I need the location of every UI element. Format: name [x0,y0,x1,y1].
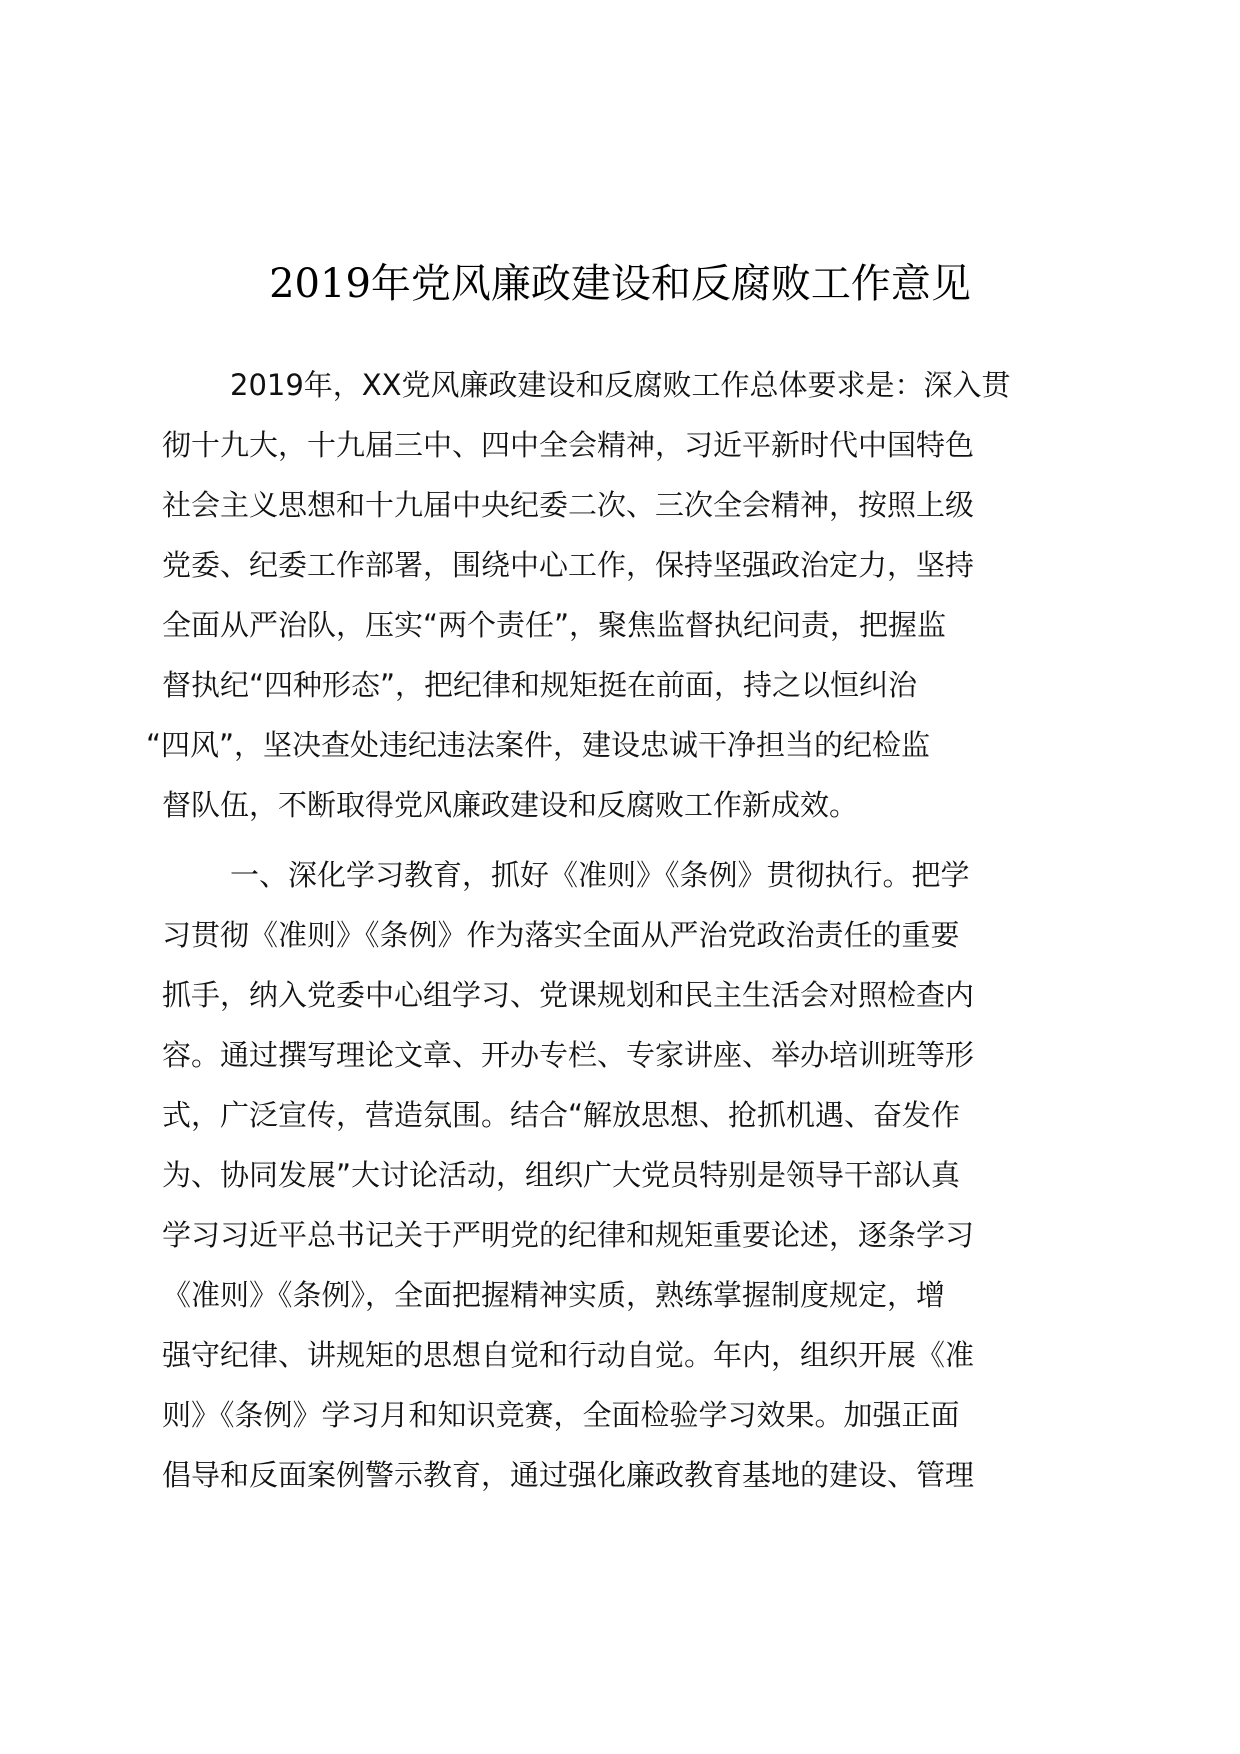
text-line: 党委、纪委工作部署，围绕中心工作，保持坚强政治定力，坚持 [162,548,975,582]
text-line: 一、深化学习教育，抓好《准则》《条例》贯彻执行。把学 [230,858,970,892]
text-line: 倡导和反面案例警示教育，通过强化廉政教育基地的建设、管理 [162,1458,975,1492]
text-line: 《准则》《条例》，全面把握精神实质，熟练掌握制度规定，增 [162,1278,946,1312]
text-line: 全面从严治队，压实“两个责任”，聚焦监督执纪问责，把握监 [162,608,947,642]
text-line: 督队伍，不断取得党风廉政建设和反腐败工作新成效。 [162,788,859,822]
text-line: 为、协同发展”大讨论活动，组织广大党员特别是领导干部认真 [162,1158,961,1192]
text-line: “四风”，坚决查处违纪违法案件，建设忠诚干净担当的纪检监 [146,728,931,762]
document-title: 2019年党风廉政建设和反腐败工作意见 [269,261,971,307]
text-line: 式，广泛宣传，营造氛围。结合“解放思想、抢抓机遇、奋发作 [162,1098,961,1132]
text-line: 彻十九大，十九届三中、四中全会精神，习近平新时代中国特色 [162,428,975,462]
paragraph-section-one [162,845,1102,1505]
paragraph-intro [146,355,1102,835]
text-line: 则》《条例》学习月和知识竞赛，全面检验学习效果。加强正面 [162,1398,960,1432]
text-line: 学习习近平总书记关于严明党的纪律和规矩重要论述，逐条学习 [162,1218,975,1252]
text-line: 容。通过撰写理论文章、开办专栏、专家讲座、举办培训班等形 [162,1038,975,1072]
text-line: 社会主义思想和十九届中央纪委二次、三次全会精神，按照上级 [162,488,975,522]
text-line: 强守纪律、讲规矩的思想自觉和行动自觉。年内，组织开展《准 [162,1338,975,1372]
text-line: 2019年，XX党风廉政建设和反腐败工作总体要求是：深入贯 [230,368,1011,402]
text-line: 习贯彻《准则》《条例》作为落实全面从严治党政治责任的重要 [162,918,960,952]
text-line: 抓手，纳入党委中心组学习、党课规划和民主生活会对照检查内 [162,978,975,1012]
text-line: 督执纪“四种形态”，把纪律和规矩挺在前面，持之以恒纠治 [162,668,918,702]
